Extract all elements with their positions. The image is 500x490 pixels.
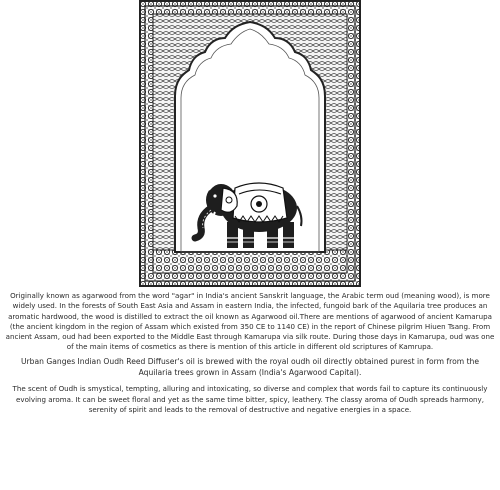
- description-text: [4, 291, 496, 415]
- history-paragraph: Originally known as agarwood from the word "agar" in India's ancient Sanskrit language, the Arabic term oud (meaning wood), is more widely used. In the forests of South East Asia and Assam in eastern India, the infected, fungoid bark of the Aquilaria tree produces an aromatic hardwood, the wood is distilled to extract the oil known as Agarwood oil.There are mentions of agarwood of ancient Kamarupa (the ancient kingdom in the region of Assam which existed from 350 CE to 1140 CE) in the report of Chinese pilgrim Hiuen Tsang. From ancient Assam, oud had been exported to the Middle East through Kamarupa via silk route. During those days in Kamarupa, oud was one of the main items of cosmetics as there is mention of this article in different old scriptures of Kamrupa.: [5, 291, 495, 352]
- scent-paragraph: The scent of Oudh is smystical, tempting, alluring and intoxicating, so diverse and complex that words fail to capture its continuously evolving aroma. It can be sweet floral and yet as the same time bitter, spicy, leathery. The classy aroma of Oudh spreads harmony, serenity of spirit and leads to the removal of destructive and negative energies in a space.: [12, 384, 488, 414]
- product-paragraph: Urban Ganges Indian Oudh Reed Diffuser's oil is brewed with the royal oudh oil directly obtained purest in form from the Aquilaria trees grown in Assam (India's Agarwood Capital).: [20, 356, 480, 377]
- mughal-arch-elephant-illustration: [139, 0, 361, 287]
